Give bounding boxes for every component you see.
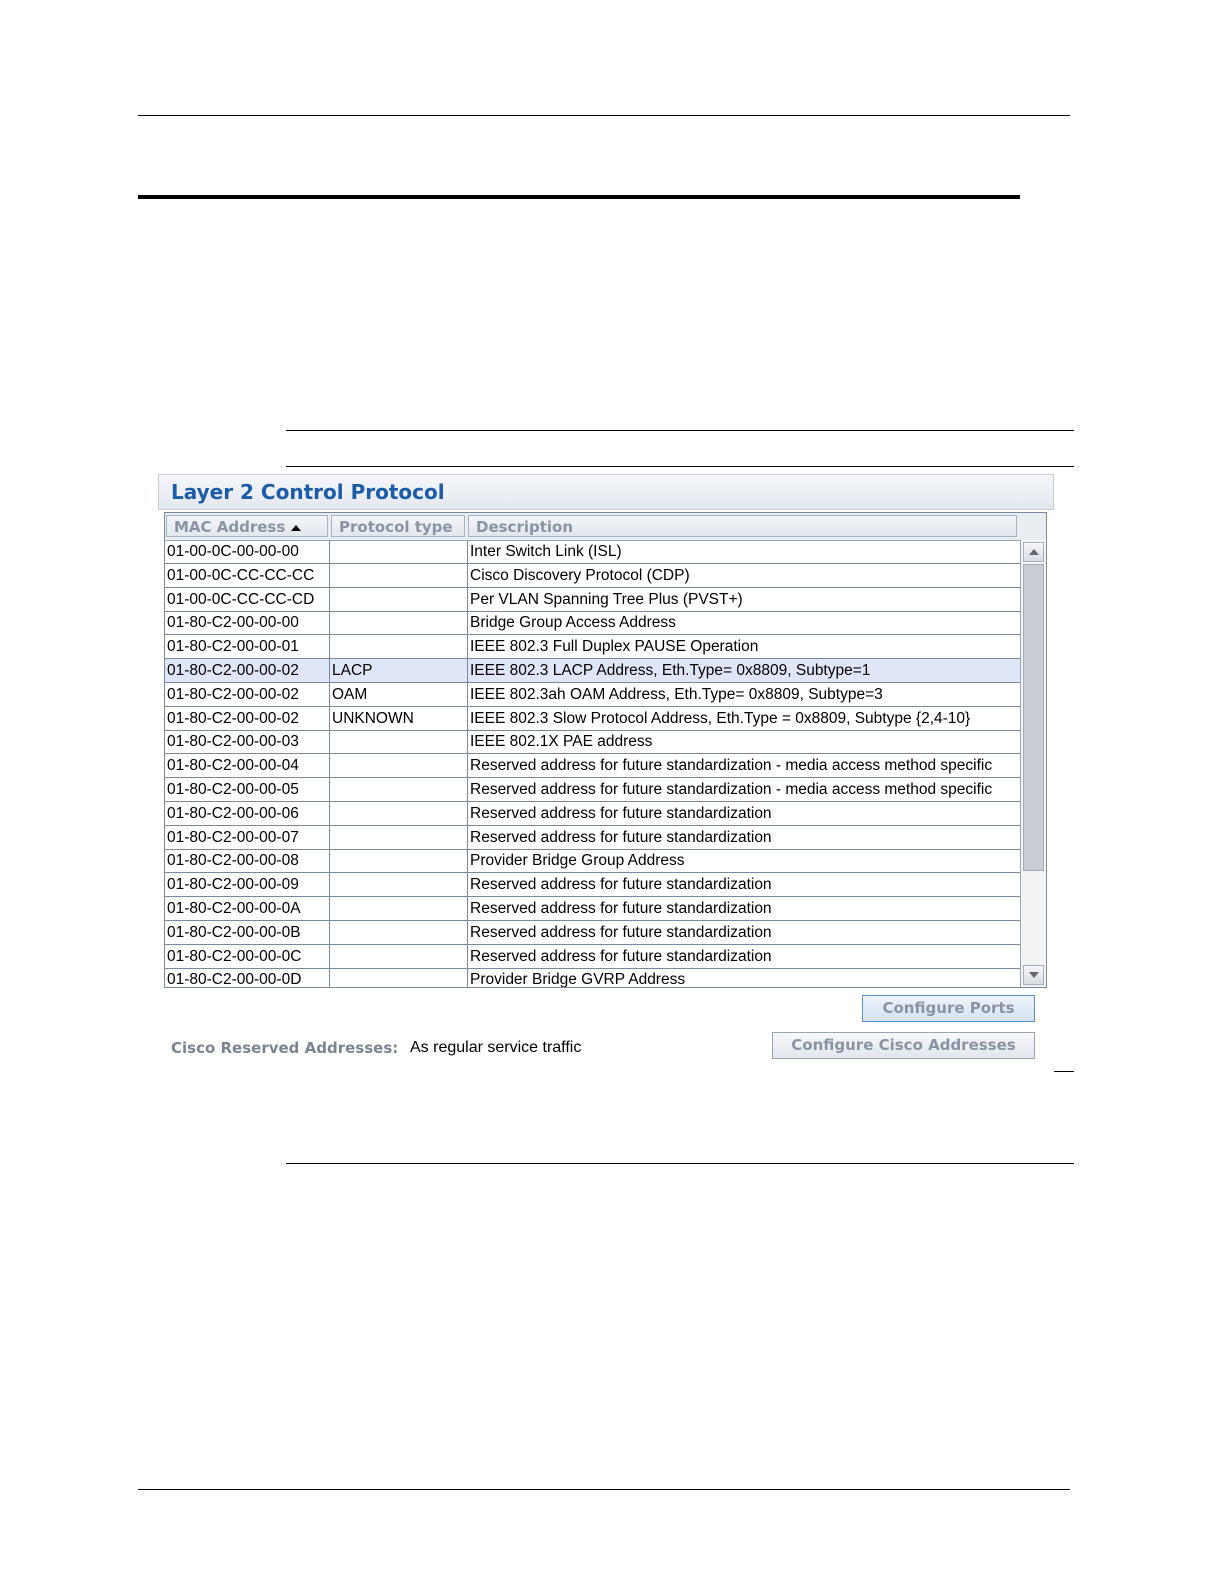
column-header-protocol-type[interactable] [331,515,465,537]
cell-protocol-type: UNKNOWN [330,707,468,730]
cell-protocol-type [330,730,468,753]
cell-protocol-type [330,564,468,587]
cell-mac-address: 01-80-C2-00-00-03 [165,730,330,753]
cell-protocol-type [330,968,468,988]
table-row[interactable] [165,754,1020,778]
configure-ports-button[interactable]: Configure Ports [862,995,1035,1022]
cell-description: Reserved address for future standardization [470,900,772,917]
table-row[interactable] [165,897,1020,921]
cell-protocol-type [330,588,468,611]
scroll-down-button[interactable] [1023,965,1044,985]
cell-mac-address: 01-80-C2-00-00-07 [165,826,330,849]
cisco-reserved-addresses-value: As regular service traffic [410,1039,582,1056]
table-row[interactable] [165,611,1020,635]
cell-description: Provider Bridge Group Address [470,852,685,870]
table-row[interactable] [165,968,1020,988]
cell-protocol-type [330,897,468,920]
cell-protocol-type [330,873,468,896]
cell-protocol-type [330,754,468,777]
layer2-control-protocol-panel [158,474,1054,1074]
cell-mac-address: 01-80-C2-00-00-02 [165,659,330,682]
figure-bottom-rule-2 [286,1163,1074,1164]
cell-description: Reserved address for future standardization - media access method specific [470,757,993,775]
cell-protocol-type: OAM [330,683,468,706]
cell-description: Reserved address for future standardization [470,804,772,822]
cell-protocol-type [330,945,468,968]
cell-mac-address: 01-80-C2-00-00-0C [165,945,330,968]
cell-description: Reserved address for future standardization [470,876,772,894]
cell-protocol-type [330,802,468,825]
table-row[interactable] [165,540,1020,564]
table-row[interactable] [165,826,1020,850]
vertical-scrollbar[interactable] [1020,540,1046,987]
cell-description: Per VLAN Spanning Tree Plus (PVST+) [470,590,743,608]
table-row[interactable] [165,635,1020,659]
scroll-up-button[interactable] [1023,542,1044,562]
cell-description: IEEE 802.1X PAE address [470,733,653,751]
configure-cisco-addresses-button[interactable]: Configure Cisco Addresses [772,1032,1035,1059]
table-row[interactable] [165,849,1020,873]
cell-protocol-type [330,826,468,849]
table-body [165,540,1020,987]
figure-top-rule [286,430,1074,431]
cell-protocol-type [330,921,468,944]
cisco-reserved-addresses-label: Cisco Reserved Addresses: [171,1039,399,1057]
table-row[interactable] [165,659,1020,683]
table-row[interactable] [165,707,1020,731]
sort-ascending-icon [291,525,301,531]
cell-mac-address: 01-80-C2-00-00-0A [165,897,330,920]
column-header-label: Protocol type [339,518,453,536]
column-header-label: MAC Address [174,518,286,536]
table-row[interactable] [165,778,1020,802]
section-heading-rule [138,195,1020,199]
header-corner [1020,513,1046,540]
cell-protocol-type [330,540,468,563]
cell-protocol-type [330,635,468,658]
l2cp-table [164,512,1047,988]
table-row[interactable] [165,921,1020,945]
page-footer-rule [138,1489,1070,1490]
cell-mac-address: 01-80-C2-00-00-04 [165,754,330,777]
cell-description: IEEE 802.3ah OAM Address, Eth.Type= 0x8809, Subtype=3 [470,685,883,703]
cell-mac-address: 01-00-0C-CC-CC-CC [165,564,330,587]
cell-mac-address: 01-80-C2-00-00-0B [165,921,330,944]
table-row[interactable] [165,588,1020,612]
cell-protocol-type: LACP [330,659,468,682]
cell-mac-address: 01-80-C2-00-00-00 [165,611,330,634]
cell-description: IEEE 802.3 Full Duplex PAUSE Operation [470,638,759,656]
table-row[interactable] [165,564,1020,588]
cell-mac-address: 01-80-C2-00-00-09 [165,873,330,896]
cell-description: IEEE 802.3 LACP Address, Eth.Type= 0x8809, Subtype=1 [470,662,871,679]
cell-mac-address: 01-80-C2-00-00-02 [165,707,330,730]
table-row[interactable] [165,730,1020,754]
panel-title: Layer 2 Control Protocol [171,480,445,504]
figure-top-rule-2 [286,466,1074,467]
cell-description: Provider Bridge GVRP Address [470,971,686,988]
cell-mac-address: 01-00-0C-00-00-00 [165,540,330,563]
cell-description: Cisco Discovery Protocol (CDP) [470,566,690,584]
cell-protocol-type [330,849,468,872]
cell-mac-address: 01-80-C2-00-00-06 [165,802,330,825]
panel-title-bar [158,474,1054,510]
cell-description: IEEE 802.3 Slow Protocol Address, Eth.Type = 0x8809, Subtype {2,4-10} [470,709,971,727]
cell-description: Reserved address for future standardization - media access method specific [470,781,993,798]
column-header-description[interactable] [468,515,1017,537]
table-row[interactable] [165,683,1020,707]
cell-mac-address: 01-80-C2-00-00-05 [165,778,330,801]
cell-description: Bridge Group Access Address [470,614,676,632]
cell-protocol-type [330,611,468,634]
column-header-mac-address[interactable] [166,515,328,537]
cell-description: Inter Switch Link (ISL) [470,543,622,560]
cell-description: Reserved address for future standardization [470,828,772,846]
cell-mac-address: 01-80-C2-00-00-01 [165,635,330,658]
table-header [165,513,1046,541]
cell-description: Reserved address for future standardization [470,947,772,965]
column-header-label: Description [476,518,574,536]
cell-mac-address: 01-80-C2-00-00-02 [165,683,330,706]
page-header-rule [138,115,1070,116]
scrollbar-thumb[interactable] [1023,564,1044,871]
table-row[interactable] [165,802,1020,826]
arrow-down-icon [1029,972,1039,978]
table-row[interactable] [165,873,1020,897]
table-row[interactable] [165,945,1020,969]
cell-description: Reserved address for future standardization [470,923,772,941]
cell-mac-address: 01-80-C2-00-00-0D [165,968,330,988]
cell-mac-address: 01-00-0C-CC-CC-CD [165,588,330,611]
cell-mac-address: 01-80-C2-00-00-08 [165,849,330,872]
cell-protocol-type [330,778,468,801]
arrow-up-icon [1029,549,1039,555]
